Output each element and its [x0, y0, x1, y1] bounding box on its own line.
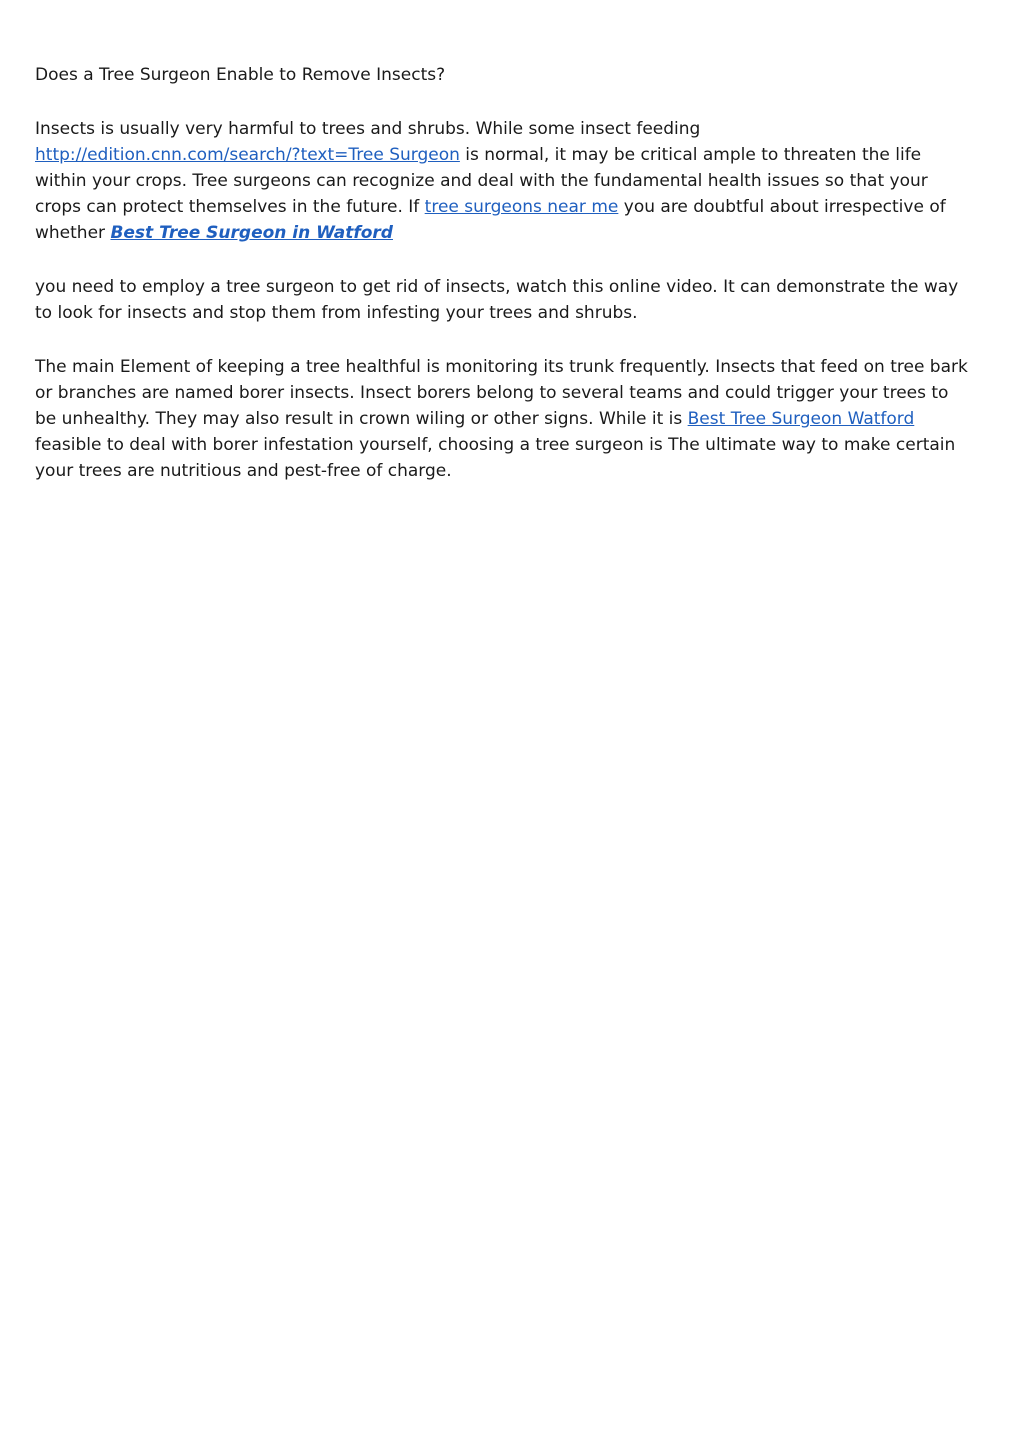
paragraph-3-text-b: feasible to deal with borer infestation yourself, choosing a tree surgeon is The ultimate way to make certain your trees are nutritious and pest-free of charge.: [35, 435, 956, 481]
tree-surgeons-near-me-link[interactable]: tree surgeons near me: [424, 197, 619, 217]
paragraph-3-text-a: The main Element of keeping a tree healthful is monitoring its trunk frequently. Insects that feed on tree bark or branches are named borer insects. Insect borers belong to several teams and could trigger your trees to be unhealthy. They may also result in crown wiling or other signs. While it is: [35, 357, 968, 429]
paragraph-1-text-b: is normal, it may be critical ample to threaten the life within your crops. Tree surgeons can recognize and deal with the fundamental health issues so that your crops can protect themselves in the future. If: [35, 145, 928, 217]
paragraph-3: [35, 354, 975, 484]
document-page: [35, 62, 975, 512]
page-title: Does a Tree Surgeon Enable to Remove Insects?: [35, 65, 446, 85]
paragraph-1-text-a: Insects is usually very harmful to trees and shrubs. While some insect feeding: [35, 119, 701, 139]
paragraph-2: you need to employ a tree surgeon to get rid of insects, watch this online video. It can demonstrate the way to look for insects and stop them from infesting your trees and shrubs.: [35, 277, 959, 323]
best-tree-surgeon-watford-link[interactable]: Best Tree Surgeon Watford: [687, 409, 915, 429]
paragraph-1: [35, 116, 975, 246]
paragraph-1-text-c: you are doubtful about irrespective of whether: [35, 197, 946, 243]
cnn-search-link[interactable]: http://edition.cnn.com/search/?text=Tree Surgeon: [35, 145, 460, 165]
best-tree-surgeon-in-watford-link[interactable]: Best Tree Surgeon in Watford: [110, 223, 393, 243]
